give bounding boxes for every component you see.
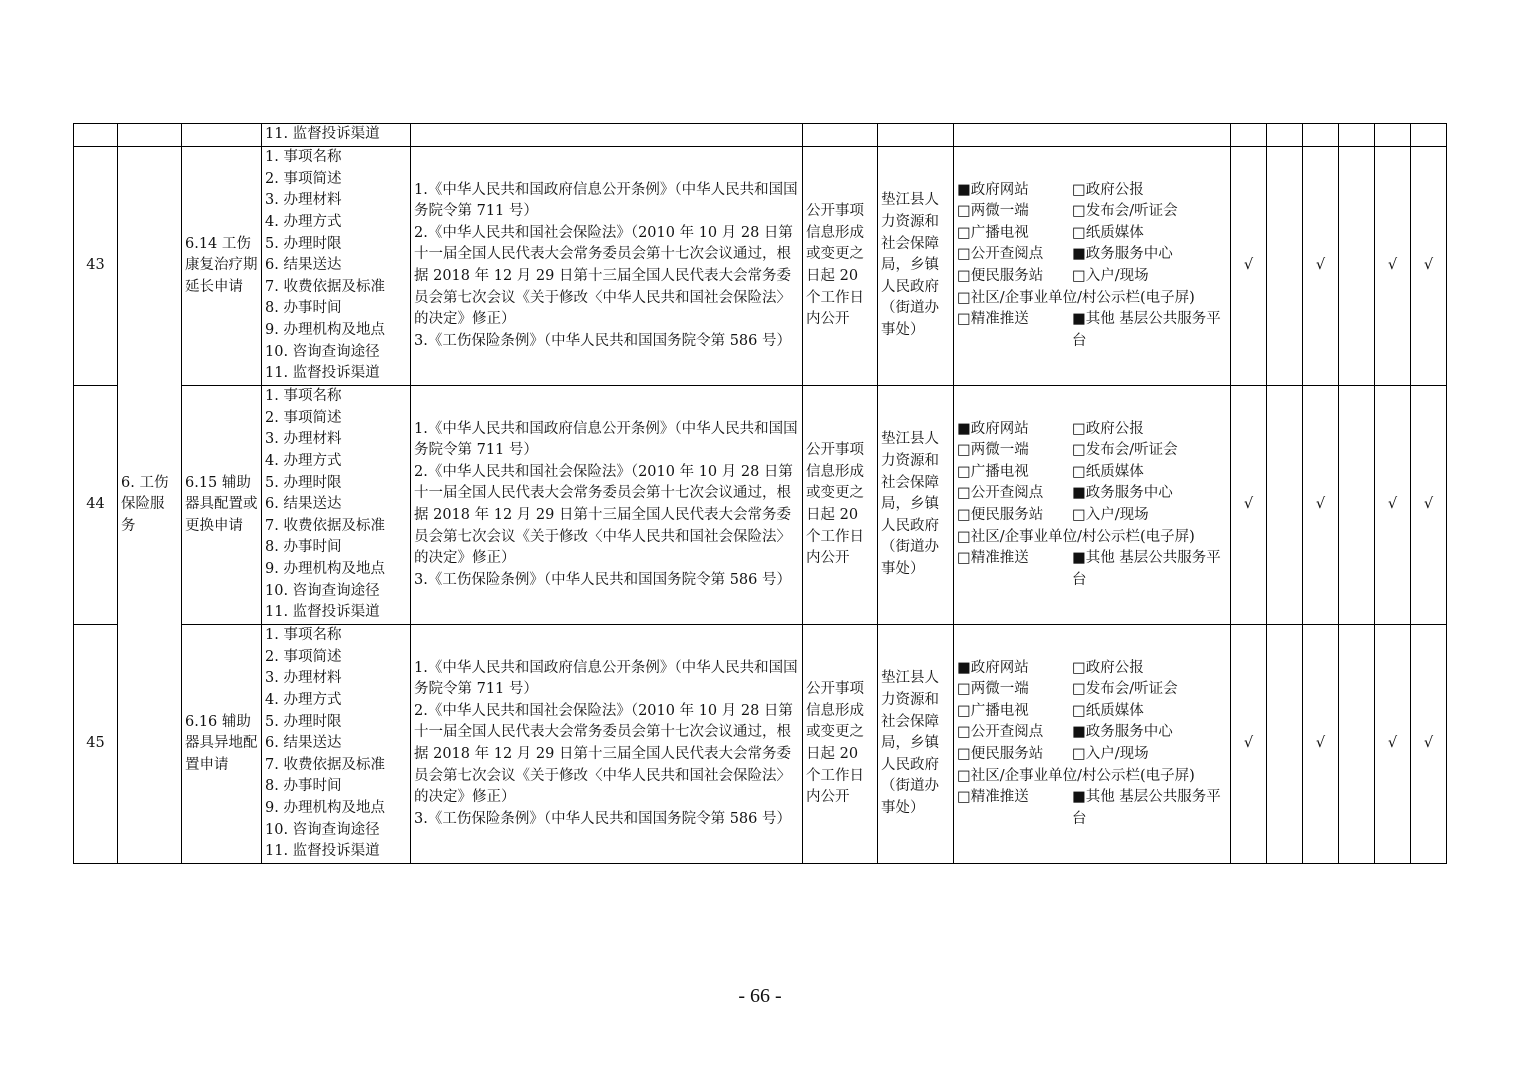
channel-option: □纸质媒体 [1072, 224, 1144, 241]
category-cell: 6. 工伤保险服务 [118, 147, 182, 864]
row-number: 43 [74, 147, 118, 386]
channel-option: □两微一端 [957, 681, 1029, 698]
disclosure-channels [954, 386, 1231, 625]
content-list-item: 7. 收费依据及标准 [265, 756, 385, 773]
channel-option: ■政务服务中心 [1072, 485, 1173, 502]
content-list-item: 2. 事项简述 [265, 409, 342, 426]
content-list-item: 7. 收费依据及标准 [265, 517, 385, 534]
content-list-item: 7. 收费依据及标准 [265, 278, 385, 295]
channel-line [957, 701, 1227, 723]
channel-option: □纸质媒体 [1072, 702, 1144, 719]
content-list-tail: 11. 监督投诉渠道 [262, 124, 411, 147]
channel-line [957, 440, 1227, 462]
channel-line [957, 744, 1227, 766]
channel-line [957, 679, 1227, 701]
check-mark: √ [1231, 386, 1267, 625]
content-list-item: 6. 结果送达 [265, 496, 342, 513]
channel-line [957, 201, 1227, 223]
channel-option: □发布会/听证会 [1072, 203, 1178, 220]
channel-option: □政府公报 [1072, 659, 1144, 676]
channel-option: □政府公报 [1072, 420, 1144, 437]
channel-option: □两微一端 [957, 442, 1029, 459]
check-mark [1267, 625, 1303, 864]
content-list-item: 11. 监督投诉渠道 [265, 365, 380, 382]
table-row [74, 386, 1447, 625]
time-limit: 公开事项信息形成或变更之日起 20 个工作日内公开 [803, 625, 878, 864]
channel-line [957, 244, 1227, 266]
content-list-item: 5. 办理时限 [265, 474, 342, 491]
basis-paragraph: 3.《工伤保险条例》（中华人民共和国国务院令第 586 号） [414, 332, 791, 349]
channel-line [957, 266, 1227, 288]
channel-line [957, 787, 1227, 830]
content-list-item: 6. 结果送达 [265, 257, 342, 274]
channel-option: □便民服务站 [957, 746, 1044, 762]
basis-paragraph: 1.《中华人民共和国政府信息公开条例》（中华人民共和国国务院令第 711 号） [414, 659, 798, 698]
channel-line [957, 180, 1227, 202]
channel-option: □公开查阅点 [957, 246, 1044, 263]
basis-text [411, 625, 803, 864]
content-list-item: 8. 办事时间 [265, 539, 342, 556]
content-list-item: 10. 咨询查询途径 [265, 343, 380, 360]
content-list-item: 1. 事项名称 [265, 388, 342, 405]
channel-option: □两微一端 [957, 203, 1029, 220]
content-list-item: 1. 事项名称 [265, 149, 342, 166]
check-mark: √ [1375, 386, 1411, 625]
basis-paragraph: 2.《中华人民共和国社会保险法》（2010 年 10 月 28 日第十一届全国人民代表大会常务委员会第十七次会议通过，根据 2018 年 12 月 29 日第十三届全国人民代表大会常务委员会第七次会议《关于修改〈中华人民共和国社会保险法〉的决定》修正） [414, 463, 793, 567]
channel-option: □入户/现场 [1072, 507, 1149, 523]
responsible-org: 垫江县人力资源和社会保障局，乡镇人民政府（街道办事处） [878, 147, 954, 386]
basis-text [411, 386, 803, 625]
check-mark: √ [1411, 147, 1447, 386]
basis-text [411, 147, 803, 386]
channel-option: □公开查阅点 [957, 485, 1044, 502]
channel-option: □纸质媒体 [1072, 463, 1144, 480]
content-list-item: 4. 办理方式 [265, 692, 342, 709]
check-mark [1267, 386, 1303, 625]
row-number: 45 [74, 625, 118, 864]
check-mark [1267, 147, 1303, 386]
content-list-item: 5. 办理时限 [265, 235, 342, 252]
channel-option: ■其他 基层公共服务平台 [1072, 550, 1221, 588]
check-mark: √ [1303, 147, 1339, 386]
channel-line [957, 223, 1227, 245]
channel-option: □便民服务站 [957, 507, 1044, 523]
table-row [74, 124, 1447, 147]
disclosure-channels [954, 625, 1231, 864]
channel-option: □社区/企事业单位/村公示栏(电子屏) [957, 767, 1195, 784]
channel-line [957, 766, 1227, 788]
channel-line [957, 722, 1227, 744]
channel-option: ■政府网站 [957, 659, 1029, 676]
row-number: 44 [74, 386, 118, 625]
channel-option: □广播电视 [957, 702, 1029, 719]
channel-line [957, 462, 1227, 484]
table-row [74, 147, 1447, 386]
channel-option: □政府公报 [1072, 181, 1144, 198]
check-mark: √ [1375, 625, 1411, 864]
content-list-item: 9. 办理机构及地点 [265, 560, 385, 577]
item-name: 6.14 工伤康复治疗期延长申请 [182, 147, 262, 386]
content-list-item: 2. 事项简述 [265, 170, 342, 187]
disclosure-table [73, 123, 1447, 864]
responsible-org: 垫江县人力资源和社会保障局，乡镇人民政府（街道办事处） [878, 625, 954, 864]
table-row [74, 625, 1447, 864]
content-list-item: 3. 办理材料 [265, 431, 342, 448]
basis-paragraph: 2.《中华人民共和国社会保险法》（2010 年 10 月 28 日第十一届全国人民代表大会常务委员会第十七次会议通过，根据 2018 年 12 月 29 日第十三届全国人民代表大会常务委员会第七次会议《关于修改〈中华人民共和国社会保险法〉的决定》修正） [414, 702, 793, 806]
channel-line [957, 658, 1227, 680]
item-name: 6.16 辅助器具异地配置申请 [182, 625, 262, 864]
content-list [262, 386, 411, 625]
channel-option: □精准推送 [957, 789, 1029, 806]
channel-line [957, 505, 1227, 527]
basis-paragraph: 3.《工伤保险条例》（中华人民共和国国务院令第 586 号） [414, 810, 791, 827]
content-list-item: 5. 办理时限 [265, 713, 342, 730]
channel-option: □便民服务站 [957, 268, 1044, 284]
check-mark: √ [1231, 625, 1267, 864]
content-list-item: 11. 监督投诉渠道 [265, 843, 380, 860]
channel-option: □精准推送 [957, 550, 1029, 567]
channel-option: ■其他 基层公共服务平台 [1072, 311, 1221, 349]
content-list-item: 10. 咨询查询途径 [265, 582, 380, 599]
channel-line [957, 483, 1227, 505]
content-list [262, 625, 411, 864]
content-list-item: 4. 办理方式 [265, 214, 342, 231]
channel-option: □社区/企事业单位/村公示栏(电子屏) [957, 289, 1195, 306]
basis-paragraph: 2.《中华人民共和国社会保险法》（2010 年 10 月 28 日第十一届全国人民代表大会常务委员会第十七次会议通过，根据 2018 年 12 月 29 日第十三届全国人民代表大会常务委员会第七次会议《关于修改〈中华人民共和国社会保险法〉的决定》修正） [414, 224, 793, 328]
channel-line [957, 309, 1227, 352]
item-name: 6.15 辅助器具配置或更换申请 [182, 386, 262, 625]
channel-line [957, 288, 1227, 310]
content-list-item: 10. 咨询查询途径 [265, 821, 380, 838]
channel-option: □入户/现场 [1072, 746, 1149, 762]
content-list-item: 8. 办事时间 [265, 300, 342, 317]
content-list-item: 9. 办理机构及地点 [265, 321, 385, 338]
channel-option: □发布会/听证会 [1072, 442, 1178, 459]
channel-option: □广播电视 [957, 224, 1029, 241]
content-list-item: 1. 事项名称 [265, 627, 342, 644]
check-mark: √ [1375, 147, 1411, 386]
content-list-item: 3. 办理材料 [265, 192, 342, 209]
channel-option: □公开查阅点 [957, 724, 1044, 741]
check-mark: √ [1411, 386, 1447, 625]
content-list-item: 8. 办事时间 [265, 778, 342, 795]
disclosure-channels [954, 147, 1231, 386]
check-mark: √ [1303, 386, 1339, 625]
channel-option: □发布会/听证会 [1072, 681, 1178, 698]
channel-option: □入户/现场 [1072, 268, 1149, 284]
channel-line [957, 527, 1227, 549]
channel-option: ■其他 基层公共服务平台 [1072, 789, 1221, 827]
content-list-item: 11. 监督投诉渠道 [265, 604, 380, 621]
channel-option: □社区/企事业单位/村公示栏(电子屏) [957, 528, 1195, 545]
responsible-org: 垫江县人力资源和社会保障局，乡镇人民政府（街道办事处） [878, 386, 954, 625]
content-list-item: 9. 办理机构及地点 [265, 799, 385, 816]
check-mark: √ [1411, 625, 1447, 864]
basis-paragraph: 1.《中华人民共和国政府信息公开条例》（中华人民共和国国务院令第 711 号） [414, 420, 798, 459]
check-mark: √ [1303, 625, 1339, 864]
channel-line [957, 548, 1227, 591]
channel-option: ■政务服务中心 [1072, 246, 1173, 263]
content-list [262, 147, 411, 386]
channel-option: ■政府网站 [957, 420, 1029, 437]
basis-paragraph: 3.《工伤保险条例》（中华人民共和国国务院令第 586 号） [414, 571, 791, 588]
content-list-item: 6. 结果送达 [265, 735, 342, 752]
basis-paragraph: 1.《中华人民共和国政府信息公开条例》（中华人民共和国国务院令第 711 号） [414, 181, 798, 220]
page-number: - 66 - [738, 985, 782, 1007]
check-mark [1339, 147, 1375, 386]
check-mark: √ [1231, 147, 1267, 386]
time-limit: 公开事项信息形成或变更之日起 20 个工作日内公开 [803, 147, 878, 386]
channel-option: □精准推送 [957, 311, 1029, 328]
channel-option: □广播电视 [957, 463, 1029, 480]
check-mark [1339, 386, 1375, 625]
content-list-item: 4. 办理方式 [265, 453, 342, 470]
content-list-item: 2. 事项简述 [265, 648, 342, 665]
time-limit: 公开事项信息形成或变更之日起 20 个工作日内公开 [803, 386, 878, 625]
channel-line [957, 419, 1227, 441]
channel-option: ■政府网站 [957, 181, 1029, 198]
check-mark [1339, 625, 1375, 864]
channel-option: ■政务服务中心 [1072, 724, 1173, 741]
content-list-item: 3. 办理材料 [265, 670, 342, 687]
